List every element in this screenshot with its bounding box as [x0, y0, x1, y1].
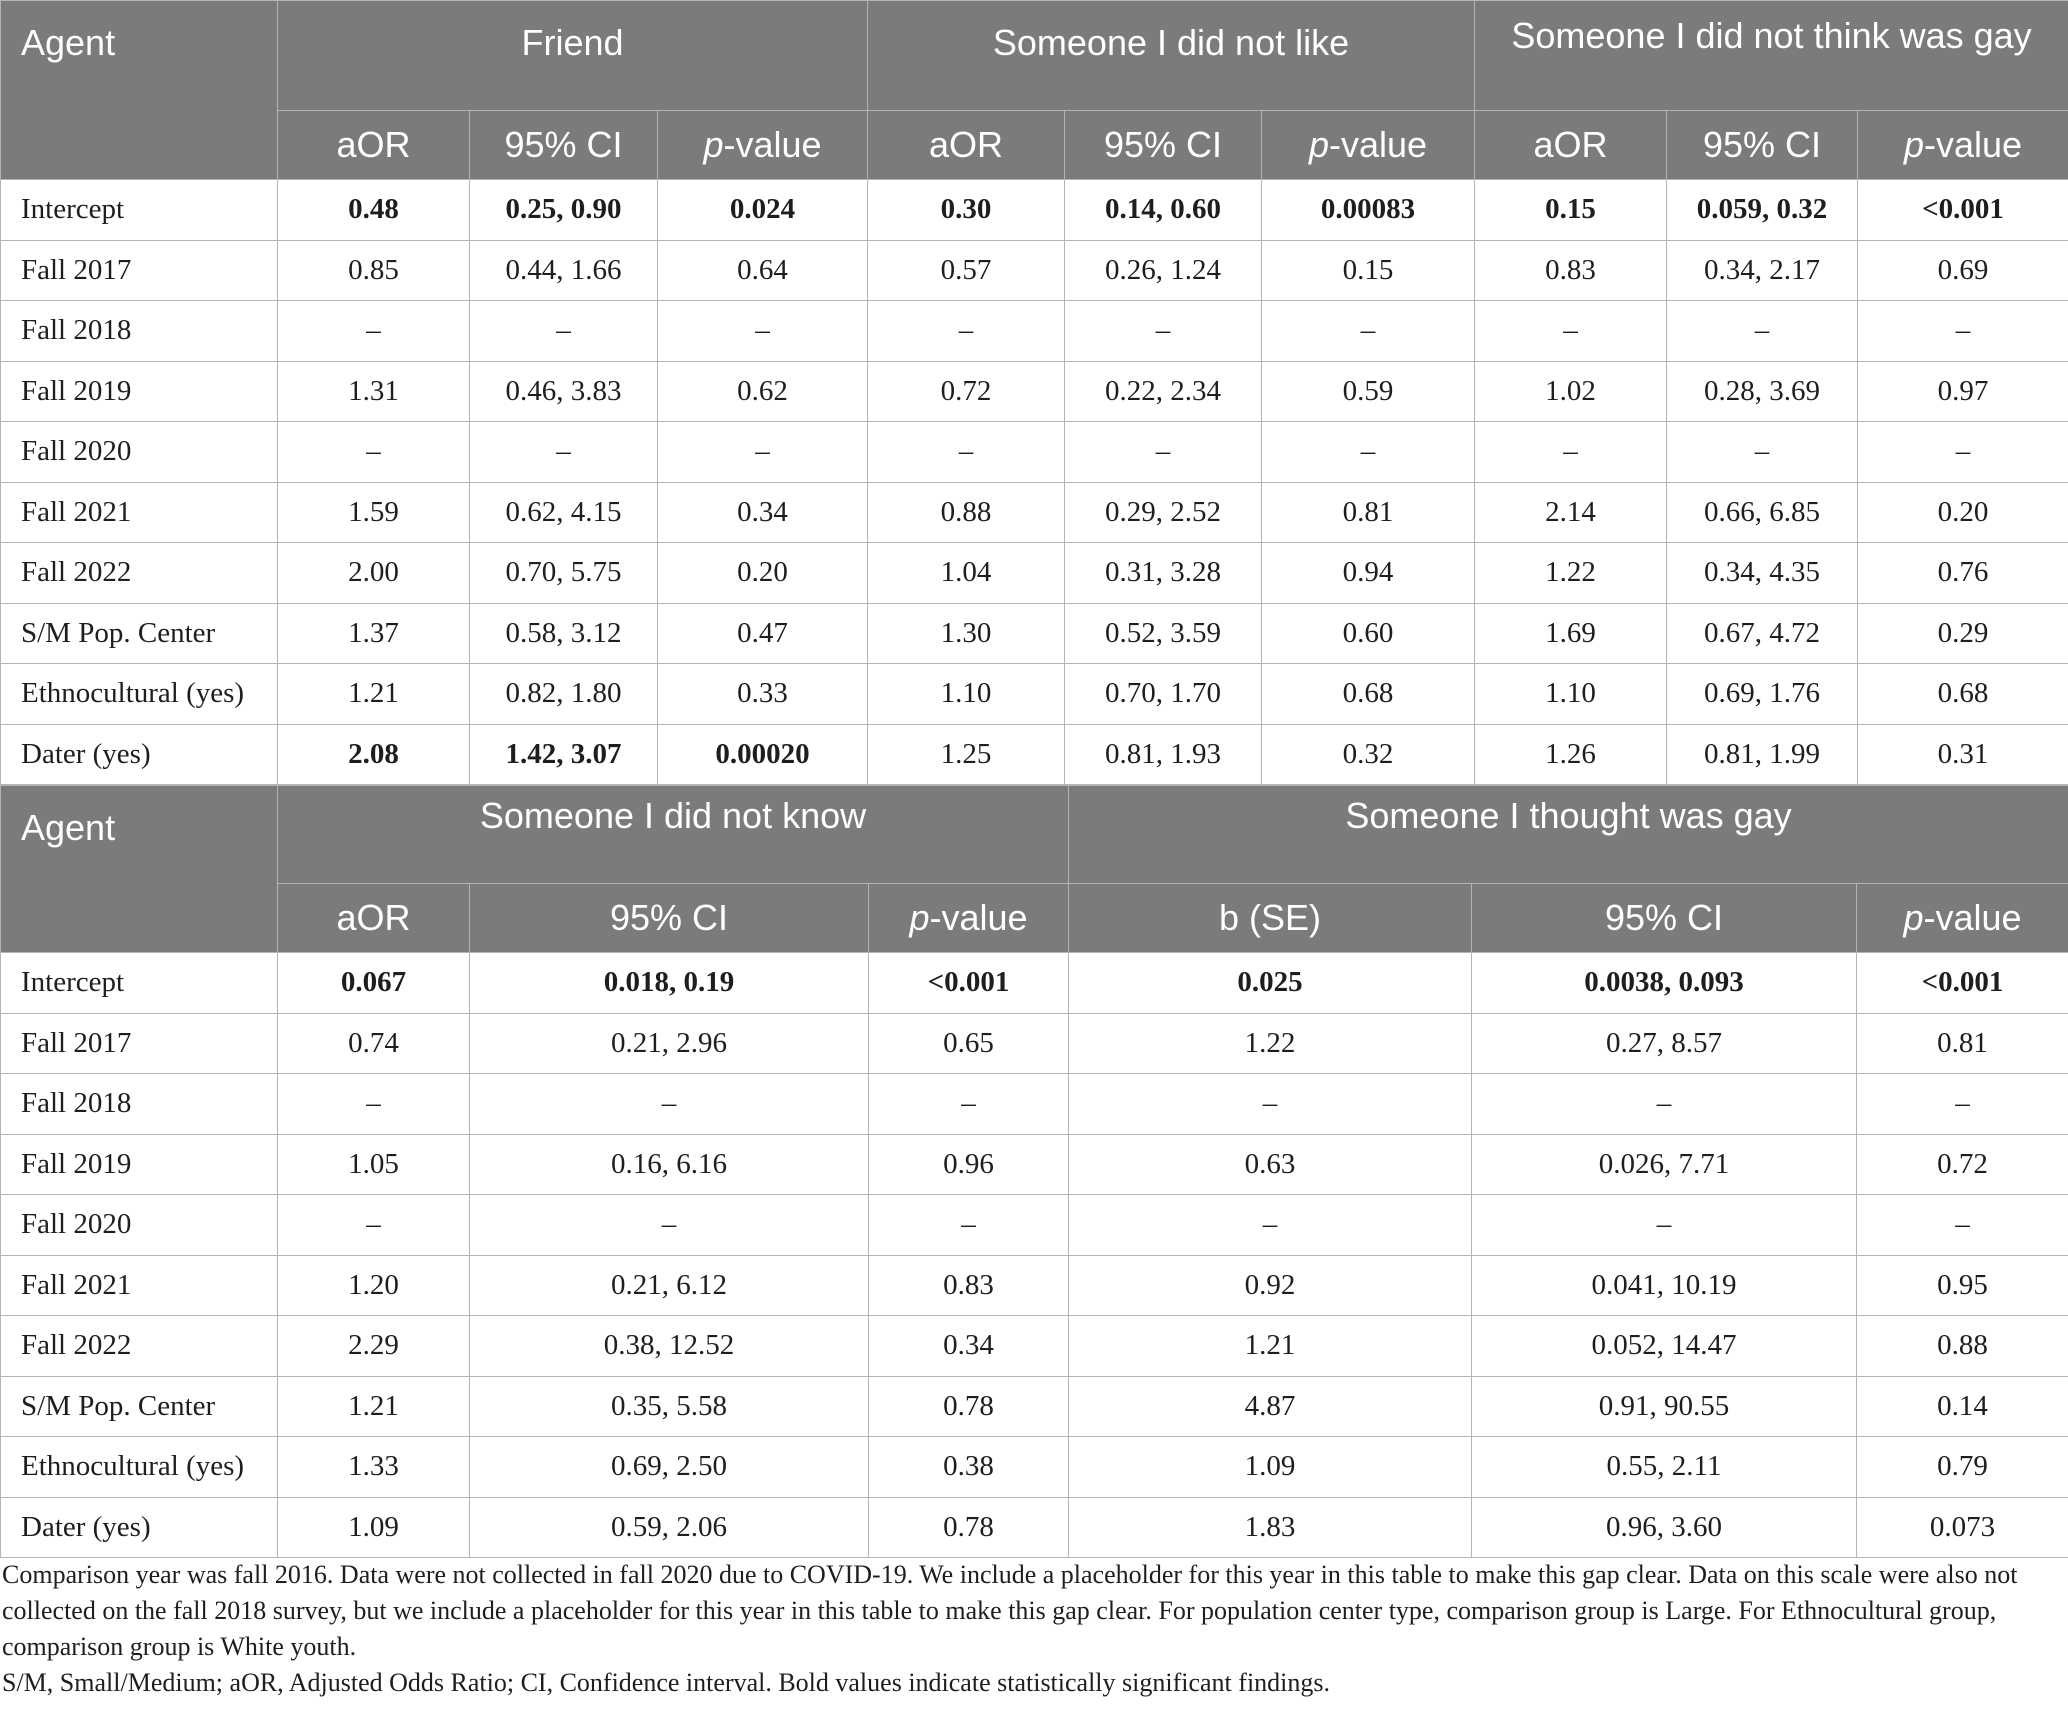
table-cell: 0.15 — [1262, 240, 1475, 301]
table-cell: – — [1858, 422, 2068, 483]
table-cell: 0.00083 — [1262, 180, 1475, 241]
table-cell: 0.69, 1.76 — [1667, 664, 1858, 725]
table-unknown-thought-gay — [0, 785, 2068, 1558]
table-cell: 0.48 — [278, 180, 470, 241]
table-cell: 1.05 — [278, 1134, 470, 1195]
table-cell: – — [1262, 301, 1475, 362]
table-cell: 0.65 — [869, 1013, 1069, 1074]
table-row — [1, 724, 2068, 785]
table-row — [1, 240, 2068, 301]
table-cell: 0.14 — [1857, 1376, 2068, 1437]
table-cell: 0.25, 0.90 — [470, 180, 658, 241]
table-cell: 0.58, 3.12 — [470, 603, 658, 664]
table-row — [1, 953, 2068, 1014]
table-cell: 0.88 — [1857, 1316, 2068, 1377]
row-label: Dater (yes) — [1, 1497, 278, 1558]
table-cell: 0.27, 8.57 — [1472, 1013, 1857, 1074]
row-label: Fall 2019 — [1, 361, 278, 422]
table-row — [1, 1195, 2068, 1256]
table-cell: 0.55, 2.11 — [1472, 1437, 1857, 1498]
table-cell: 2.00 — [278, 543, 470, 604]
table-cell: 0.94 — [1262, 543, 1475, 604]
table-cell: – — [1857, 1074, 2068, 1135]
table-cell: 0.026, 7.71 — [1472, 1134, 1857, 1195]
table-cell: 1.21 — [1069, 1316, 1472, 1377]
table-cell: 0.63 — [1069, 1134, 1472, 1195]
footnote-text: Comparison year was fall 2016. Data were not collected in fall 2020 due to COVID-19. We include a placeholder for this year in this table to make this gap clear. Data on this scale were also not collected on the fall 2018 survey, but we include a placeholder for this year in this table to make this gap clear. For population center type, comparison group is Large. For Ethnocultural group, comparison group is White youth. — [2, 1560, 2018, 1661]
table-cell: 0.83 — [1475, 240, 1667, 301]
table-cell: 0.059, 0.32 — [1667, 180, 1858, 241]
row-label: Fall 2020 — [1, 1195, 278, 1256]
table-cell: – — [470, 422, 658, 483]
table-cell: – — [278, 1074, 470, 1135]
table-cell: 0.31 — [1858, 724, 2068, 785]
table-cell: 0.92 — [1069, 1255, 1472, 1316]
row-label: Ethnocultural (yes) — [1, 664, 278, 725]
table-row — [1, 603, 2068, 664]
table-cell: 0.81, 1.99 — [1667, 724, 1858, 785]
column-header-p-value: p-value — [869, 884, 1069, 953]
table-cell: 2.29 — [278, 1316, 470, 1377]
table-cell: – — [1858, 301, 2068, 362]
table-friend-dislike-notgay — [0, 0, 2068, 785]
table-cell: 0.72 — [868, 361, 1065, 422]
table-cell: 0.025 — [1069, 953, 1472, 1014]
table-cell: 0.22, 2.34 — [1065, 361, 1262, 422]
row-label: Fall 2019 — [1, 1134, 278, 1195]
table-cell: – — [658, 301, 868, 362]
table-cell: 1.31 — [278, 361, 470, 422]
table-row — [1, 482, 2068, 543]
table-cell: 0.79 — [1857, 1437, 2068, 1498]
agent-header: Agent — [1, 786, 278, 953]
row-label: Fall 2021 — [1, 482, 278, 543]
group-header-not-think-gay: Someone I did not think was gay — [1475, 1, 2068, 111]
row-label: S/M Pop. Center — [1, 1376, 278, 1437]
table-cell: – — [1065, 301, 1262, 362]
table-row — [1, 1497, 2068, 1558]
column-header-p-value: p-value — [1857, 884, 2068, 953]
table-cell: 0.29 — [1858, 603, 2068, 664]
table-cell: 0.91, 90.55 — [1472, 1376, 1857, 1437]
table-cell: 0.59 — [1262, 361, 1475, 422]
column-header-95-ci: 95% CI — [1667, 111, 1858, 180]
table-cell: – — [1069, 1195, 1472, 1256]
table-cell: – — [868, 301, 1065, 362]
column-header-95-ci: 95% CI — [470, 884, 869, 953]
group-header-friend: Friend — [278, 1, 868, 111]
column-header-95-ci: 95% CI — [1472, 884, 1857, 953]
table-cell: – — [470, 301, 658, 362]
table-cell: – — [470, 1074, 869, 1135]
row-label: Intercept — [1, 180, 278, 241]
table-cell: – — [869, 1195, 1069, 1256]
table-cell: – — [1065, 422, 1262, 483]
table-cell: 0.16, 6.16 — [470, 1134, 869, 1195]
table-cell: 0.74 — [278, 1013, 470, 1074]
table-cell: 1.30 — [868, 603, 1065, 664]
column-header-95-ci: 95% CI — [1065, 111, 1262, 180]
table-cell: 0.041, 10.19 — [1472, 1255, 1857, 1316]
table-cell: 0.024 — [658, 180, 868, 241]
group-header-thought-gay: Someone I thought was gay — [1069, 786, 2068, 884]
table-cell: 0.78 — [869, 1497, 1069, 1558]
table-cell: 1.04 — [868, 543, 1065, 604]
column-header-aor: aOR — [278, 111, 470, 180]
table-row — [1, 1437, 2068, 1498]
table-cell: 0.68 — [1262, 664, 1475, 725]
table-cell: 0.76 — [1858, 543, 2068, 604]
column-header-95-ci: 95% CI — [470, 111, 658, 180]
table-cell: 0.20 — [658, 543, 868, 604]
table-cell: 0.46, 3.83 — [470, 361, 658, 422]
table-cell: 0.96, 3.60 — [1472, 1497, 1857, 1558]
table-cell: 0.67, 4.72 — [1667, 603, 1858, 664]
row-label: Ethnocultural (yes) — [1, 1437, 278, 1498]
table-row — [1, 1255, 2068, 1316]
table-cell: – — [1667, 301, 1858, 362]
table-cell: 1.21 — [278, 1376, 470, 1437]
row-label: Fall 2017 — [1, 1013, 278, 1074]
table-row — [1, 1376, 2068, 1437]
table-cell: 0.34 — [658, 482, 868, 543]
table-cell: 0.018, 0.19 — [470, 953, 869, 1014]
row-label: S/M Pop. Center — [1, 603, 278, 664]
table-cell: 0.97 — [1858, 361, 2068, 422]
table-cell: 0.38 — [869, 1437, 1069, 1498]
column-header-p-value: p-value — [1858, 111, 2068, 180]
table-cell: 0.81 — [1857, 1013, 2068, 1074]
table-cell: – — [1475, 422, 1667, 483]
table-cell: 0.33 — [658, 664, 868, 725]
table-cell: 0.81 — [1262, 482, 1475, 543]
row-label: Fall 2018 — [1, 301, 278, 362]
table-row — [1, 301, 2068, 362]
table-cell: 1.22 — [1069, 1013, 1472, 1074]
table-cell: – — [869, 1074, 1069, 1135]
table-cell: 0.28, 3.69 — [1667, 361, 1858, 422]
table-cell: 2.14 — [1475, 482, 1667, 543]
table-cell: 0.68 — [1858, 664, 2068, 725]
table-cell: – — [1857, 1195, 2068, 1256]
table-cell: 1.02 — [1475, 361, 1667, 422]
table-cell: <0.001 — [1857, 953, 2068, 1014]
table-row — [1, 422, 2068, 483]
table-cell: 0.21, 6.12 — [470, 1255, 869, 1316]
table-cell: 1.83 — [1069, 1497, 1472, 1558]
table-row — [1, 543, 2068, 604]
table-row — [1, 1074, 2068, 1135]
table-cell: 0.66, 6.85 — [1667, 482, 1858, 543]
column-header-p-value: p-value — [658, 111, 868, 180]
table-cell: 0.21, 2.96 — [470, 1013, 869, 1074]
table-cell: 0.26, 1.24 — [1065, 240, 1262, 301]
table-cell: 1.20 — [278, 1255, 470, 1316]
table-cell: 1.09 — [278, 1497, 470, 1558]
table-cell: 0.70, 1.70 — [1065, 664, 1262, 725]
table-cell: 0.34, 4.35 — [1667, 543, 1858, 604]
table-cell: 0.29, 2.52 — [1065, 482, 1262, 543]
table-cell: 1.10 — [868, 664, 1065, 725]
table-cell: 0.15 — [1475, 180, 1667, 241]
table-cell: – — [470, 1195, 869, 1256]
table-cell: 0.052, 14.47 — [1472, 1316, 1857, 1377]
table-cell: 1.25 — [868, 724, 1065, 785]
table-cell: 1.69 — [1475, 603, 1667, 664]
group-header-did-not-know: Someone I did not know — [278, 786, 1069, 884]
table-cell: – — [278, 422, 470, 483]
column-header-p-value: p-value — [1262, 111, 1475, 180]
table-cell: 0.72 — [1857, 1134, 2068, 1195]
table-cell: 0.073 — [1857, 1497, 2068, 1558]
table-cell: 1.42, 3.07 — [470, 724, 658, 785]
table-row — [1, 1013, 2068, 1074]
table-cell: 1.10 — [1475, 664, 1667, 725]
table-cell: 0.31, 3.28 — [1065, 543, 1262, 604]
agent-header: Agent — [1, 1, 278, 180]
table-cell: 0.64 — [658, 240, 868, 301]
table-cell: 1.22 — [1475, 543, 1667, 604]
table-cell: 4.87 — [1069, 1376, 1472, 1437]
table-cell: 0.30 — [868, 180, 1065, 241]
table-cell: 0.85 — [278, 240, 470, 301]
table-cell: 0.95 — [1857, 1255, 2068, 1316]
table-cell: 0.32 — [1262, 724, 1475, 785]
table-cell: 0.69, 2.50 — [470, 1437, 869, 1498]
table-cell: 0.83 — [869, 1255, 1069, 1316]
table-cell: 0.59, 2.06 — [470, 1497, 869, 1558]
table-cell: 1.21 — [278, 664, 470, 725]
table-cell: – — [278, 301, 470, 362]
table-cell: 0.14, 0.60 — [1065, 180, 1262, 241]
table-cell: – — [278, 1195, 470, 1256]
column-header-aor: aOR — [868, 111, 1065, 180]
table-cell: 0.69 — [1858, 240, 2068, 301]
group-header-did-not-like: Someone I did not like — [868, 1, 1475, 111]
table-cell: 0.47 — [658, 603, 868, 664]
table-cell: 0.067 — [278, 953, 470, 1014]
table-row — [1, 664, 2068, 725]
row-label: Dater (yes) — [1, 724, 278, 785]
row-label: Fall 2021 — [1, 1255, 278, 1316]
column-header-aor: aOR — [1475, 111, 1667, 180]
table-cell: 0.34, 2.17 — [1667, 240, 1858, 301]
table-cell: – — [1667, 422, 1858, 483]
table-cell: 0.0038, 0.093 — [1472, 953, 1857, 1014]
table-cell: 0.52, 3.59 — [1065, 603, 1262, 664]
table-cell: 0.38, 12.52 — [470, 1316, 869, 1377]
row-label: Fall 2018 — [1, 1074, 278, 1135]
row-label: Fall 2020 — [1, 422, 278, 483]
table-cell: – — [658, 422, 868, 483]
table-row — [1, 180, 2068, 241]
table-cell: 0.34 — [869, 1316, 1069, 1377]
table-cell: 1.09 — [1069, 1437, 1472, 1498]
table-cell: 2.08 — [278, 724, 470, 785]
column-header-b-se: b (SE) — [1069, 884, 1472, 953]
table-cell: 0.57 — [868, 240, 1065, 301]
table-cell: 0.82, 1.80 — [470, 664, 658, 725]
row-label: Fall 2017 — [1, 240, 278, 301]
table-cell: <0.001 — [1858, 180, 2068, 241]
table-row — [1, 361, 2068, 422]
table-cell: 1.26 — [1475, 724, 1667, 785]
table-cell: – — [868, 422, 1065, 483]
table-cell: 0.81, 1.93 — [1065, 724, 1262, 785]
table-cell: 0.60 — [1262, 603, 1475, 664]
table-cell: – — [1475, 301, 1667, 362]
table-cell: 0.78 — [869, 1376, 1069, 1437]
table-cell: 0.44, 1.66 — [470, 240, 658, 301]
table-cell: 0.96 — [869, 1134, 1069, 1195]
table-cell: – — [1069, 1074, 1472, 1135]
table-cell: 0.35, 5.58 — [470, 1376, 869, 1437]
table-cell: 0.62, 4.15 — [470, 482, 658, 543]
table-cell: 1.33 — [278, 1437, 470, 1498]
table-cell: 0.62 — [658, 361, 868, 422]
row-label: Intercept — [1, 953, 278, 1014]
table-cell: 0.70, 5.75 — [470, 543, 658, 604]
table-notes — [0, 1557, 2040, 1701]
table-cell: – — [1472, 1074, 1857, 1135]
abbreviations-text: S/M, Small/Medium; aOR, Adjusted Odds Ratio; CI, Confidence interval. Bold values indicate statistically significant findings. — [2, 1668, 1331, 1697]
table-cell: – — [1262, 422, 1475, 483]
table-row — [1, 1134, 2068, 1195]
table-cell: 1.37 — [278, 603, 470, 664]
row-label: Fall 2022 — [1, 543, 278, 604]
table-cell: <0.001 — [869, 953, 1069, 1014]
table-cell: 0.00020 — [658, 724, 868, 785]
table-cell: – — [1472, 1195, 1857, 1256]
table-row — [1, 1316, 2068, 1377]
row-label: Fall 2022 — [1, 1316, 278, 1377]
table-cell: 0.20 — [1858, 482, 2068, 543]
column-header-aor: aOR — [278, 884, 470, 953]
table-cell: 1.59 — [278, 482, 470, 543]
table-cell: 0.88 — [868, 482, 1065, 543]
